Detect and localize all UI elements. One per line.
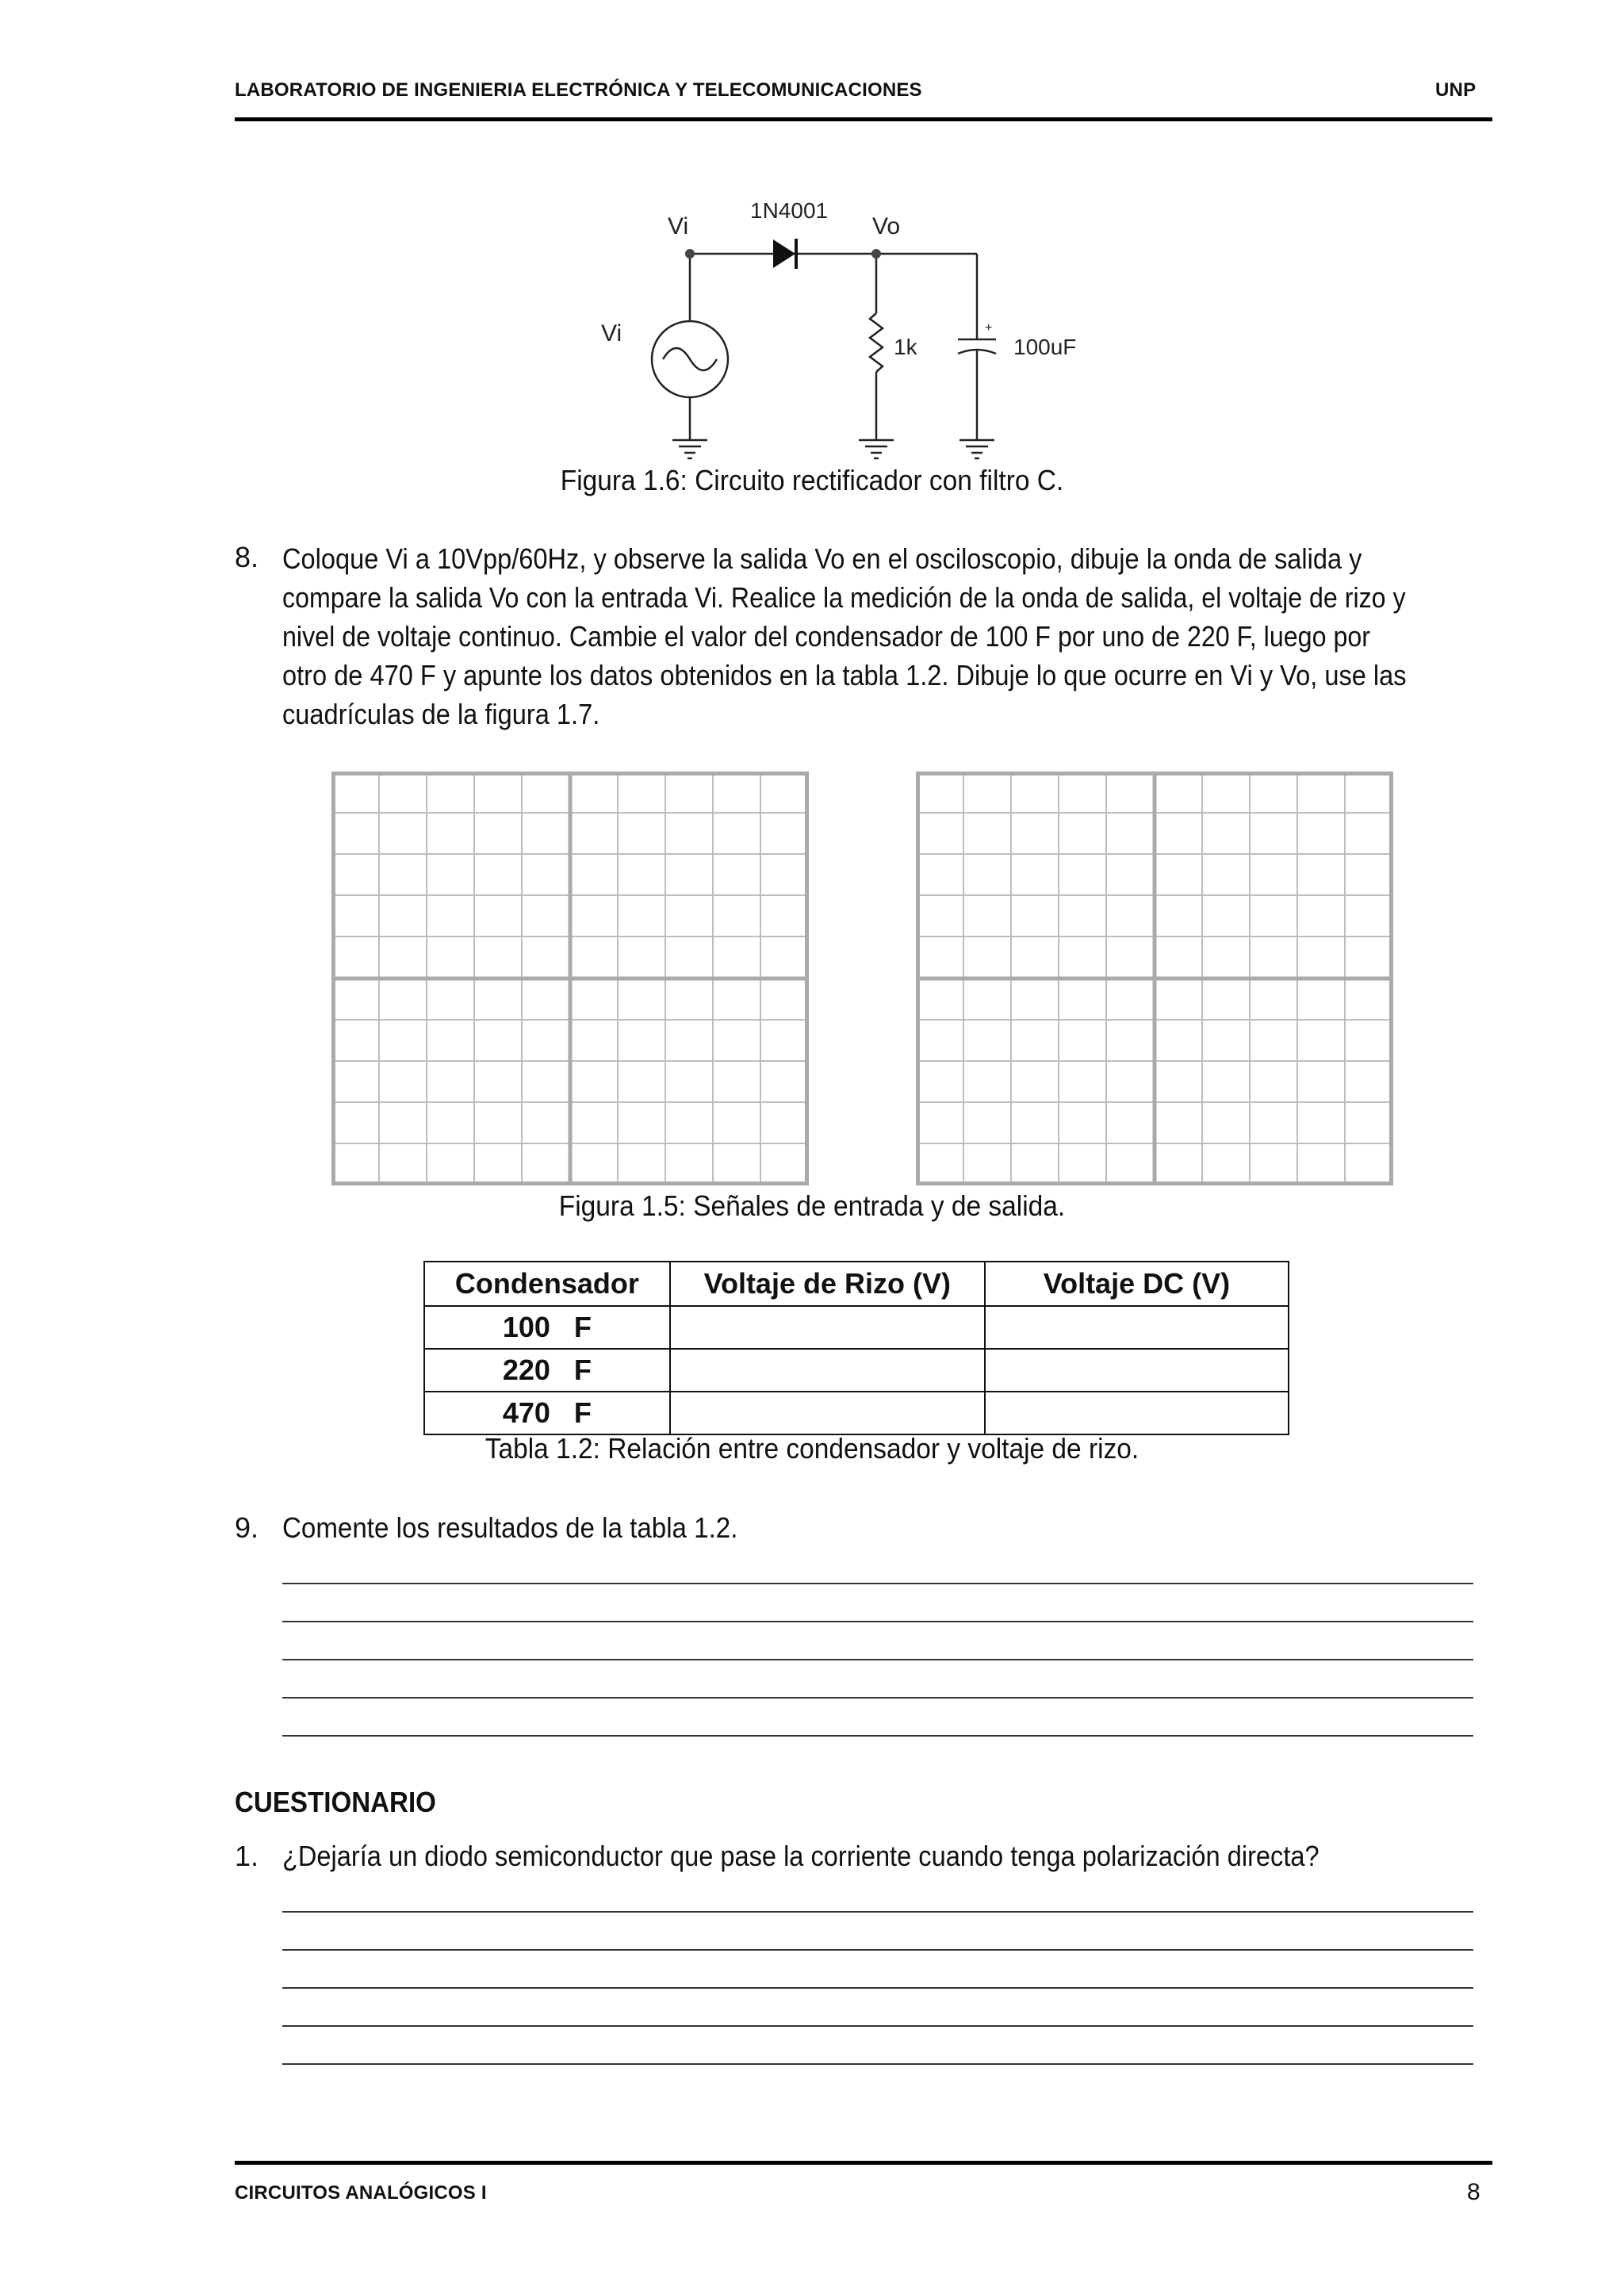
table-row [424,1349,1289,1392]
table-cell-capacitor: 470 F [424,1392,670,1434]
questionnaire-title: CUESTIONARIO [235,1786,436,1818]
item-8-line: otro de 470 F y apunte los datos obtenidos en la tabla 1.2. Dibuje lo que ocurre en Vi y Vo, use las [282,659,1407,691]
footer-rule [235,2161,1492,2165]
item-9-number: 9. [235,1511,259,1544]
table-row [424,1306,1289,1349]
table-cell-dc [985,1349,1289,1392]
oscilloscope-grid-input [331,772,809,1185]
ground-symbols [672,440,994,458]
footer-course: CIRCUITOS ANALÓGICOS I [235,2182,487,2204]
oscilloscope-grid-output [916,772,1393,1185]
question-1-text: ¿Dejaría un diodo semiconductor que pase la corriente cuando tenga polarización directa? [282,1840,1320,1872]
answer-line[interactable] [282,1583,1473,1584]
label-capacitor: 100uF [1013,335,1077,359]
header-title: LABORATORIO DE INGENIERIA ELECTRÓNICA Y TELECOMUNICACIONES [235,79,922,101]
label-diode: 1N4001 [750,198,829,223]
item-8-number: 8. [235,541,259,573]
resistor-symbol [870,313,883,372]
item-9-text: Comente los resultados de la tabla 1.2. [282,1511,738,1544]
figure-1-5-caption: Figura 1.5: Señales de entrada y de salida. [558,1189,1066,1222]
table-cell-capacitor: 100 F [424,1306,670,1349]
capacitor-ripple-table [423,1261,1289,1435]
diode-symbol [773,239,795,268]
answer-line[interactable] [282,2025,1473,2027]
header-institution: UNP [1435,79,1477,101]
table-header-cell: Voltaje de Rizo (V) [670,1262,985,1306]
table-row [424,1392,1289,1434]
table-header-cell: Condensador [424,1262,670,1306]
page-number: 8 [1467,2179,1480,2205]
table-cell-dc [985,1392,1289,1434]
sine-icon [663,348,717,370]
label-vi-node: Vi [668,213,689,239]
figure-1-6-caption: Figura 1.6: Circuito rectificador con filtro C. [560,464,1064,496]
table-cell-ripple [670,1306,985,1349]
item-8-line: nivel de voltaje continuo. Cambie el valor del condensador de 100 F por uno de 220 F, luego por [282,620,1371,653]
answer-line[interactable] [282,1621,1473,1622]
table-cell-ripple [670,1392,985,1434]
item-8-paragraph [282,539,1492,733]
answer-line[interactable] [282,1697,1473,1698]
answer-line[interactable] [282,1949,1473,1951]
node-vo [871,249,881,259]
table-header-cell: Voltaje DC (V) [985,1262,1289,1306]
answer-line[interactable] [282,1911,1473,1913]
label-capacitor-plus: + [985,321,993,335]
table-cell-dc [985,1306,1289,1349]
label-source: Vi [601,320,622,347]
item-8-line: Coloque Vi a 10Vpp/60Hz, y observe la salida Vo en el osciloscopio, dibuje la onda de salida y [282,542,1362,575]
item-8-line: cuadrículas de la figura 1.7. [282,698,600,730]
question-1-number: 1. [235,1840,259,1872]
table-cell-ripple [670,1349,985,1392]
node-vi [685,249,695,259]
rectifier-circuit-diagram [0,0,1624,476]
answer-line[interactable] [282,1735,1473,1737]
table-header-row [424,1262,1289,1306]
label-resistor: 1k [894,335,917,359]
table-1-2-caption: Tabla 1.2: Relación entre condensador y voltaje de rizo. [485,1432,1139,1465]
answer-line[interactable] [282,1987,1473,1989]
table-cell-capacitor: 220 F [424,1349,670,1392]
answer-line[interactable] [282,2063,1473,2065]
answer-line[interactable] [282,1659,1473,1660]
label-vo-node: Vo [872,213,901,239]
item-8-line: compare la salida Vo con la entrada Vi. Realice la medición de la onda de salida, el voltaje de rizo y [282,581,1406,614]
